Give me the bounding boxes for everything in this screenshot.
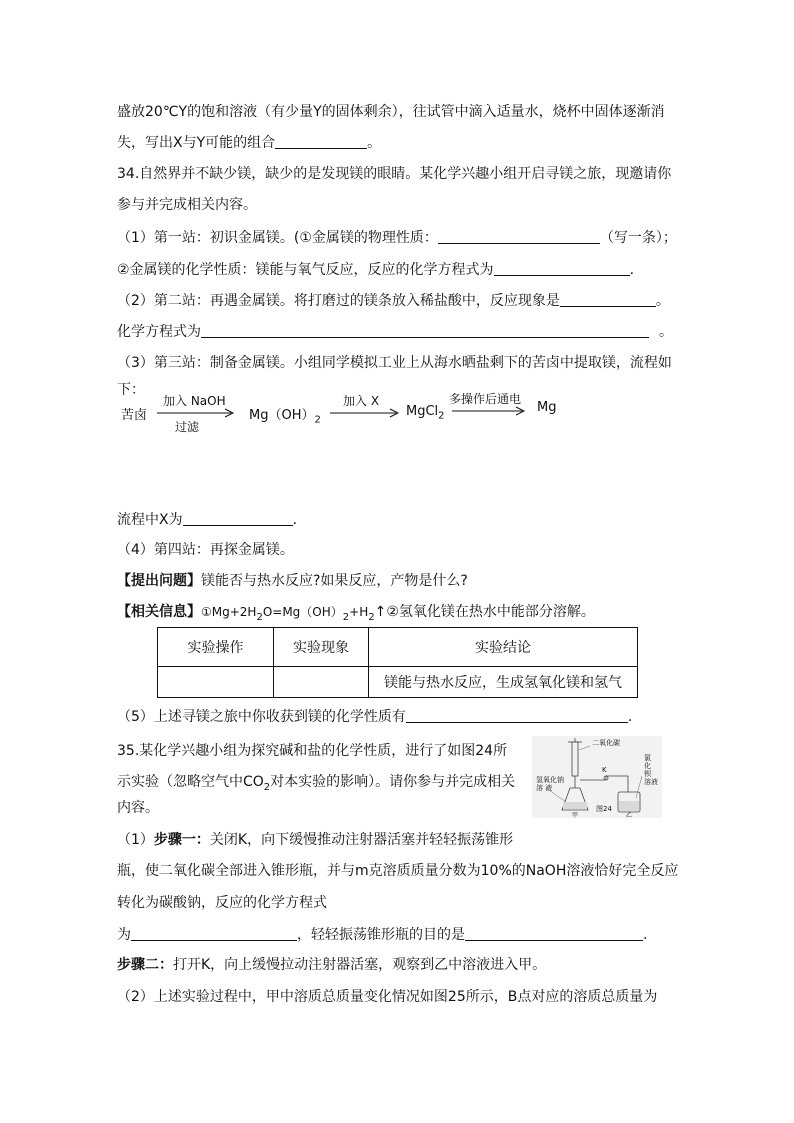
answer-blank[interactable] (494, 259, 630, 276)
text-line: 内容。 (117, 800, 159, 816)
formula-sub: 2 (263, 781, 271, 793)
text-segment: 关闭K，向下缓慢推动注射器活塞并轻轻振荡锥形 (209, 832, 514, 848)
formula-sub: 2 (342, 611, 350, 623)
formula-sub: 2 (368, 611, 375, 623)
text-segment: 示实验（忽略空气中CO (117, 774, 264, 790)
text-segment: 。 (367, 135, 382, 151)
experiment-table (157, 627, 638, 698)
text-line: （3）第三站：制备金属镁。小组同学模拟工业上从海水晒盐剩下的苦卤中提取镁，流程如 (117, 355, 672, 371)
process-flow (117, 388, 587, 438)
label-co2: 二氧化碳 (592, 739, 620, 747)
text-line: 转化为碳酸钠，反应的化学方程式 (117, 895, 327, 911)
text-line: 盛放20℃Y的饱和溶液（有少量Y的固体剩余），往试管中滴入适量水，烧杯中固体逐渐消 (117, 104, 665, 120)
answer-blank[interactable] (438, 227, 600, 244)
text-line (117, 321, 673, 342)
arrow-right-icon (452, 406, 528, 416)
text-segment: （1） (117, 832, 154, 848)
text-segment: ↑②氢氧化镁在热水中能部分溶解。 (374, 604, 595, 620)
section-label: 【提出问题】 (117, 573, 201, 589)
text-segment: 化学方程式为 (117, 324, 201, 340)
text-segment: （5）上述寻镁之旅中你收获到镁的化学性质有 (117, 709, 406, 725)
table-header-cell: 实验现象 (274, 628, 369, 667)
flow-mid2: MgCl$_2$ (406, 404, 445, 422)
text-segment: . (292, 512, 298, 528)
text-line (117, 924, 647, 945)
text-line: 瓶，使二氧化碳全部进入锥形瓶，并与m克溶质质量分数为10%的NaOH溶液恰好完全反应 (117, 863, 679, 879)
text-segment: 镁能否与热水反应?如果反应，产物是什么? (201, 573, 468, 589)
text-line: 参与并完成相关内容。 (117, 197, 257, 213)
table-header-cell: 实验操作 (158, 628, 274, 667)
formula-segment: ①Mg+2H (201, 605, 257, 619)
text-segment: . (627, 709, 633, 725)
text-segment: （写一条）； (599, 230, 677, 246)
flow-mid1: $Mg(OH)_2$ (249, 408, 321, 426)
label-valve-k: K (602, 766, 607, 774)
text-line (117, 290, 670, 311)
text-segment: 对本实验的影响）。请你参与并完成相关 (270, 774, 516, 790)
text-line: 下： (117, 382, 145, 398)
text-segment: 流程中X为 (117, 512, 183, 528)
table-header-cell: 实验结论 (369, 628, 638, 667)
question-35-stem: 35.某化学兴趣小组为探究碱和盐的化学性质，进行了如图24所 (117, 743, 508, 759)
formula-segment: +H (349, 605, 369, 619)
formula-segment: O=Mg（OH） (262, 605, 343, 619)
text-line (117, 571, 468, 591)
answer-blank[interactable] (183, 509, 293, 526)
flow-start: 苦卤 (121, 408, 148, 423)
flow-arrow1-bottom-label: 过滤 (175, 420, 200, 434)
label-bacl2-solution: 氯 化 钡 溶液 (644, 754, 658, 786)
text-segment: . (629, 262, 635, 278)
question-34-stem: 34.自然界并不缺少镁，缺少的是发现镁的眼睛。某化学兴趣小组开启寻镁之旅，现邀请你 (117, 166, 672, 182)
text-segment: （2）第二站：再遇金属镁。将打磨过的镁条放入稀盐酸中，反应现象是 (117, 293, 560, 309)
text-line: （4）第四站：再探金属镁。 (117, 542, 294, 558)
table-header-row (158, 628, 638, 667)
table-cell-conclusion: 镁能与热水反应，生成氢氧化镁和氢气 (369, 667, 638, 698)
section-label: 【相关信息】 (117, 604, 201, 620)
answer-blank[interactable] (465, 924, 643, 941)
answer-blank[interactable] (275, 132, 367, 149)
table-cell-phenomenon[interactable] (274, 667, 369, 698)
label-naoh-solution: 氢氧化钠 溶 液 (536, 776, 564, 792)
flow-arrow1-top-label: 加入 NaOH (163, 394, 226, 408)
flow-arrow2-top-label: 加入 X (343, 394, 380, 408)
text-segment: （1）第一站：初识金属镁。(①金属镁的物理性质： (117, 230, 438, 246)
text-line (117, 830, 513, 850)
text-segment: 打开K，向上缓慢拉动注射器活塞，观察到乙中溶液进入甲。 (173, 957, 547, 973)
flow-arrow3-top-label: 多操作后通电 (449, 392, 522, 406)
step-label: 步骤二： (117, 957, 173, 973)
text-segment: 。 (655, 293, 670, 309)
text-segment: 。 (659, 324, 673, 340)
text-line (117, 772, 515, 798)
text-segment: ②金属镁的化学性质：镁能与氧气反应，反应的化学方程式为 (117, 262, 494, 278)
text-segment: . (643, 927, 648, 943)
text-line (117, 132, 381, 153)
figure-24-apparatus (532, 736, 662, 818)
answer-blank[interactable] (201, 321, 649, 338)
text-line (117, 955, 546, 975)
table-cell-operation[interactable] (158, 667, 274, 698)
flow-end: Mg (537, 400, 557, 415)
arrow-right-icon (330, 408, 402, 418)
text-line (117, 259, 634, 280)
label-yi: 乙 (626, 812, 633, 819)
table-row (158, 667, 638, 698)
text-line (117, 602, 595, 628)
text-segment: 为 (117, 927, 131, 943)
answer-blank[interactable] (131, 924, 297, 941)
label-jia: 甲 (572, 812, 579, 819)
answer-blank[interactable] (406, 706, 628, 723)
answer-blank[interactable] (560, 290, 656, 307)
text-line (117, 509, 297, 530)
text-line: （2）上述实验过程中，甲中溶质总质量变化情况如图25所示，B点对应的溶质总质量为 (117, 989, 658, 1005)
text-segment: ，轻轻振荡锥形瓶的目的是 (297, 927, 465, 943)
formula-sub: 2 (256, 611, 263, 623)
arrow-right-icon (157, 408, 237, 418)
text-segment: 失，写出X与Y可能的组合 (117, 135, 276, 151)
step-label: 步骤一： (153, 832, 210, 848)
text-line (117, 706, 632, 727)
figure-caption: 图24 (596, 805, 612, 813)
text-line (117, 227, 677, 248)
